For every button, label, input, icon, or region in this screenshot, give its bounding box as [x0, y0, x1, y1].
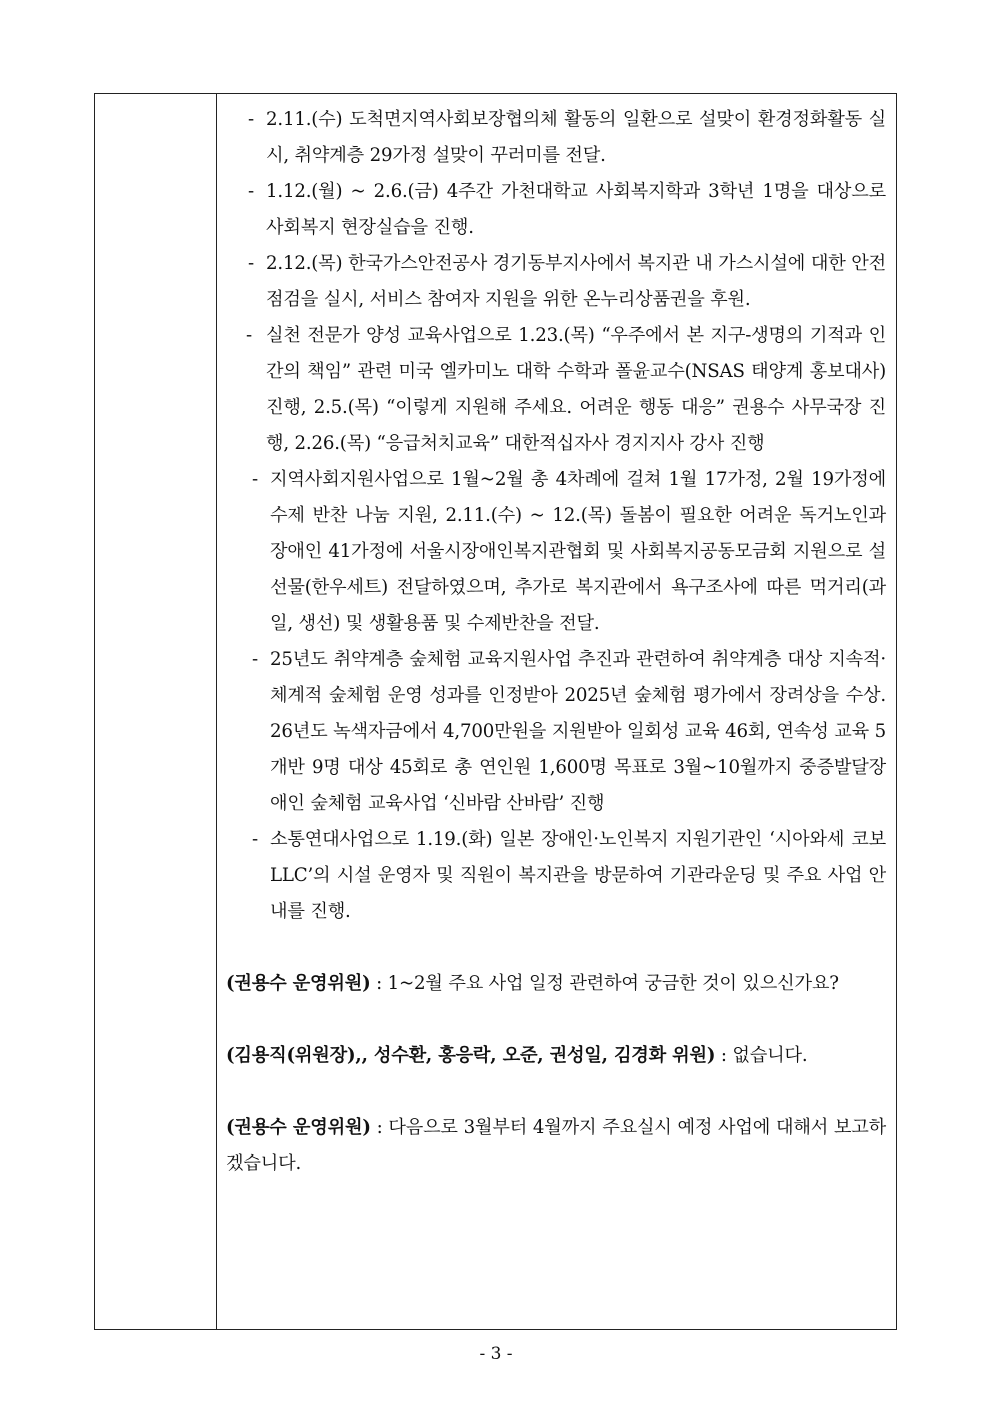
bullet-mark: - [252, 829, 258, 850]
list-item-text: 1.12.(월) ~ 2.6.(금) 4주간 가천대학교 사회복지학과 3학년 1명을 대상으로 사회복지 현장실습을 진행. [266, 181, 886, 238]
speaker-name: (김용직(위원장),, 성수환, 홍응락, 오준, 권성일, 김경화 위원) [226, 1045, 716, 1066]
table-label-column [95, 94, 217, 1329]
spacer [226, 1002, 886, 1038]
dialogue-line [226, 1038, 886, 1074]
speaker-separator: : [370, 973, 388, 994]
speaker-name: (권용수 운영위원) [226, 973, 371, 994]
speaker-name: (권용수 운영위원) [226, 1117, 371, 1138]
speaker-separator: : [370, 1117, 389, 1138]
spacer [226, 1074, 886, 1110]
dialogue-line [226, 966, 886, 1002]
bullet-mark: - [252, 649, 258, 670]
list-item-text: 2.12.(목) 한국가스안전공사 경기동부지사에서 복지관 내 가스시설에 대한 안전점검을 실시, 서비스 참여자 지원을 위한 온누리상품권을 후원. [266, 253, 886, 310]
table-content-column [217, 94, 896, 1329]
list-item [226, 642, 886, 822]
minutes-table [94, 93, 897, 1330]
dialogue-line [226, 1110, 886, 1182]
list-item [226, 102, 886, 174]
dialogue-text: 없습니다. [732, 1045, 808, 1066]
list-item [226, 462, 886, 642]
spacer [226, 930, 886, 966]
bullet-mark: - [248, 109, 254, 130]
speaker-separator: : [715, 1045, 733, 1066]
bullet-mark: - [248, 253, 254, 274]
list-item-text: 25년도 취약계층 숲체험 교육지원사업 추진과 관련하여 취약계층 대상 지속적·체계적 숲체험 운영 성과를 인정받아 2025년 숲체험 평가에서 장려상을 수상. 26년도 녹색자금에서 4,700만원을 지원받아 일회성 교육 46회, 연속성 교육 5개반 9명 대상 45회로 총 연인원 1,600명 목표로 3월~10월까지 중증발달장애인 숲체험 교육사업 ‘신바람 산바람’ 진행 [270, 649, 886, 814]
list-item-text: 실천 전문가 양성 교육사업으로 1.23.(목) “우주에서 본 지구-생명의 기적과 인간의 책임” 관련 미국 엘카미노 대학 수학과 폴윤교수(NSAS 태양계 홍보대사) 진행, 2.5.(목) “이렇게 지원해 주세요. 어려운 행동 대응” 권용수 사무국장 진행, 2.26.(목) “응급처치교육” 대한적십자사 경지지사 강사 진행 [266, 325, 886, 454]
list-item [226, 246, 886, 318]
list-item-text: 2.11.(수) 도척면지역사회보장협의체 활동의 일환으로 설맞이 환경정화활동 실시, 취약계층 29가정 설맞이 꾸러미를 전달. [266, 109, 886, 166]
page-number: - 3 - [479, 1344, 513, 1364]
list-item-text: 지역사회지원사업으로 1월~2월 총 4차례에 걸쳐 1월 17가정, 2월 19가정에 수제 반찬 나눔 지원, 2.11.(수) ~ 12.(목) 돌봄이 필요한 어려운 독거노인과 장애인 41가정에 서울시장애인복지관협회 및 사회복지공동모금회 지원으로 설선물(한우세트) 전달하였으며, 추가로 복지관에서 욕구조사에 따른 먹거리(과일, 생선) 및 생활용품 및 수제반찬을 전달. [270, 469, 886, 634]
bullet-mark: - [248, 181, 254, 202]
list-item [226, 822, 886, 930]
bullet-mark: - [246, 325, 252, 346]
list-item [226, 174, 886, 246]
list-item [226, 318, 886, 462]
dialogue-text: 다음으로 3월부터 4월까지 주요실시 예정 사업에 대해서 보고하겠습니다. [226, 1117, 886, 1174]
bullet-mark: - [252, 469, 258, 490]
dialogue-text: 1~2월 주요 사업 일정 관련하여 궁금한 것이 있으신가요? [387, 973, 839, 994]
list-item-text: 소통연대사업으로 1.19.(화) 일본 장애인·노인복지 지원기관인 ‘시아와세 코보LLC’의 시설 운영자 및 직원이 복지관을 방문하여 기관라운딩 및 주요 사업 안내를 진행. [270, 829, 886, 922]
